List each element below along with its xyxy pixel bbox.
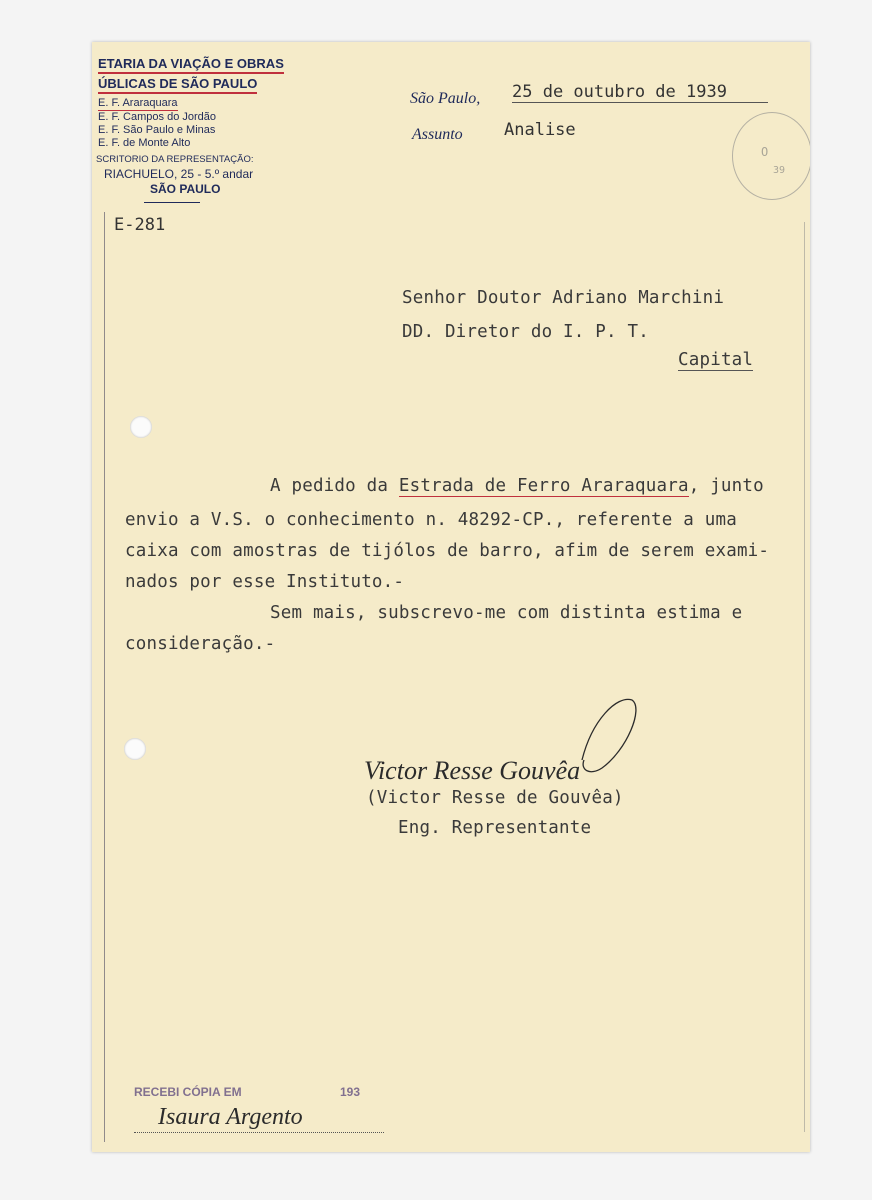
handwritten-signature: Victor Resse Gouvêa bbox=[364, 756, 581, 785]
railway-name-highlight: Estrada de Ferro Araraquara bbox=[398, 476, 689, 496]
letter-date: 25 de outubro de 1939 bbox=[512, 82, 768, 103]
receipt-year: 193 bbox=[340, 1085, 361, 1099]
office-city: SÃO PAULO bbox=[150, 182, 221, 196]
receipt-signature: Isaura Argento bbox=[158, 1104, 303, 1130]
letter-paper bbox=[92, 42, 810, 1152]
signatory-name: (Victor Resse de Gouvêa) bbox=[366, 788, 624, 808]
body-line6: consideração.- bbox=[125, 634, 276, 654]
recipient-line3: Capital bbox=[678, 350, 754, 370]
body-line5: Sem mais, subscrevo-me com distinta estima e bbox=[270, 603, 743, 623]
railway-campos-jordao: E. F. Campos do Jordão bbox=[98, 111, 217, 123]
postal-stamp bbox=[732, 112, 810, 200]
office-address: RIACHUELO, 25 - 5.º andar bbox=[104, 167, 254, 181]
punch-hole-bottom bbox=[124, 738, 146, 760]
left-margin-line bbox=[104, 212, 105, 1142]
receipt-dotted-line bbox=[134, 1132, 384, 1133]
right-margin-line bbox=[804, 222, 805, 1132]
recipient-line2: DD. Diretor do I. P. T. bbox=[402, 322, 649, 342]
office-label: SCRITORIO DA REPRESENTAÇÃO: bbox=[96, 154, 254, 165]
body-line1-start: A pedido da bbox=[270, 476, 399, 496]
railway-monte-alto: E. F. de Monte Alto bbox=[98, 137, 191, 149]
signature-flourish bbox=[572, 690, 642, 780]
signatory-title: Eng. Representante bbox=[398, 818, 592, 838]
letterhead-line2: ÚBLICAS DE SÃO PAULO bbox=[98, 76, 257, 94]
stamp-letter: O bbox=[761, 145, 769, 159]
letterhead-line1: ETARIA DA VIAÇÃO E OBRAS bbox=[98, 56, 284, 74]
railway-araraquara: E. F. Araraquara bbox=[98, 97, 178, 109]
letterhead-separator bbox=[144, 202, 200, 203]
reference-number: E-281 bbox=[114, 215, 166, 235]
body-line3: caixa com amostras de tijólos de barro, afim de serem exami- bbox=[125, 541, 770, 561]
punch-hole-top bbox=[130, 416, 152, 438]
railway-sao-paulo-minas: E. F. São Paulo e Minas bbox=[98, 124, 216, 136]
receipt-label: RECEBI CÓPIA EM bbox=[134, 1085, 242, 1099]
body-line4: nados por esse Instituto.- bbox=[125, 572, 405, 592]
subject-value: Analise bbox=[504, 120, 576, 140]
date-label: São Paulo, bbox=[410, 90, 481, 107]
stamp-year: 39 bbox=[773, 165, 786, 176]
recipient-line1: Senhor Doutor Adriano Marchini bbox=[402, 288, 725, 308]
body-line2: envio a V.S. o conhecimento n. 48292-CP., referente a uma bbox=[125, 510, 737, 530]
body-line1 bbox=[270, 476, 764, 496]
subject-label: Assunto bbox=[412, 126, 463, 143]
receipt-stamp bbox=[134, 1085, 361, 1099]
body-line1-end: , junto bbox=[688, 476, 764, 496]
